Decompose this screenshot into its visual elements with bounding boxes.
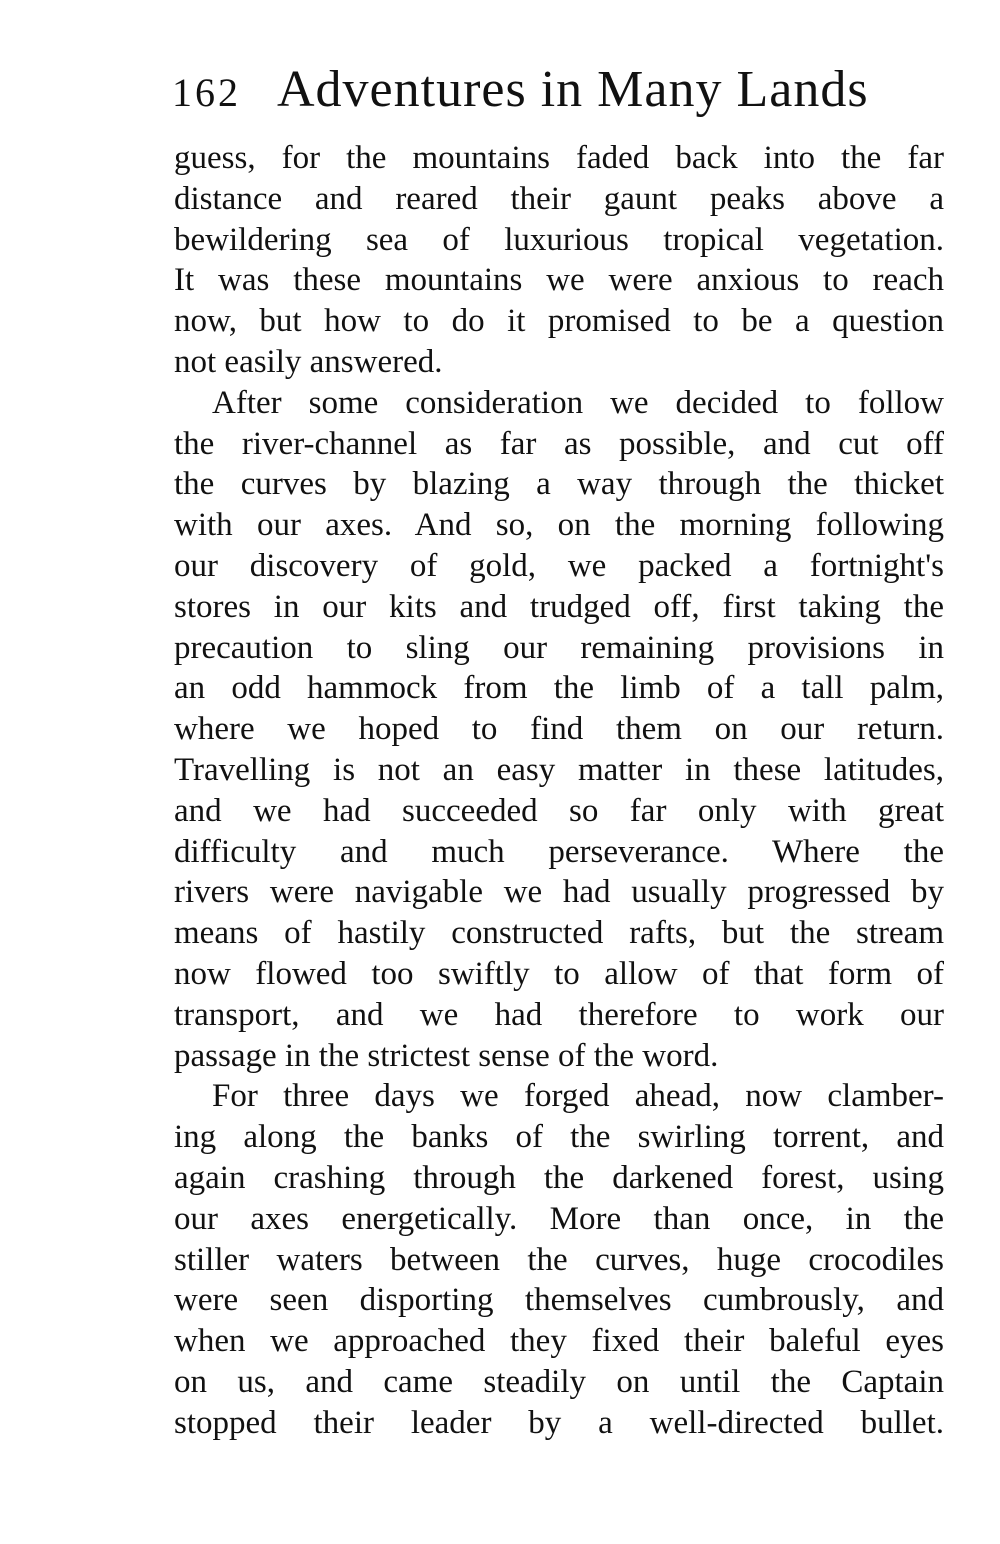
- text-line: the curves by blazing a way through the thicket: [174, 466, 944, 503]
- text-line: stopped their leader by a well-directed bullet.: [174, 1404, 944, 1441]
- text-line: now flowed too swiftly to allow of that form of: [174, 955, 944, 992]
- text-line: now, but how to do it promised to be a question: [174, 303, 944, 340]
- text-line: precaution to sling our remaining provisions in: [174, 629, 944, 666]
- text-line: transport, and we had therefore to work our: [174, 996, 944, 1033]
- text-line: our discovery of gold, we packed a fortnight's: [174, 547, 944, 584]
- text-line: means of hastily constructed rafts, but the stream: [174, 915, 944, 952]
- text-line: and we had succeeded so far only with great: [174, 792, 944, 829]
- text-line: After some consideration we decided to follow: [212, 384, 944, 421]
- text-line: rivers were navigable we had usually progressed by: [174, 874, 944, 911]
- body-text: [174, 138, 944, 1444]
- text-line: stores in our kits and trudged off, first taking the: [174, 588, 944, 625]
- text-line: guess, for the mountains faded back into the far: [174, 140, 944, 176]
- text-line: It was these mountains we were anxious to reach: [174, 262, 944, 299]
- text-line: passage in the strictest sense of the word.: [174, 1037, 719, 1074]
- text-line: with our axes. And so, on the morning following: [174, 507, 944, 544]
- text-line: not easily answered.: [174, 343, 443, 380]
- text-line: were seen disporting themselves cumbrously, and: [174, 1282, 944, 1319]
- text-line: distance and reared their gaunt peaks above a: [174, 180, 944, 217]
- text-line: Travelling is not an easy matter in these latitudes,: [174, 751, 944, 788]
- text-line: again crashing through the darkened forest, using: [174, 1159, 944, 1196]
- text-line: our axes energetically. More than once, in the: [174, 1200, 944, 1237]
- text-line: the river-channel as far as possible, and cut off: [174, 425, 944, 462]
- text-line: stiller waters between the curves, huge crocodiles: [174, 1241, 944, 1278]
- text-line: ing along the banks of the swirling torrent, and: [174, 1119, 944, 1156]
- text-line: an odd hammock from the limb of a tall palm,: [174, 670, 944, 707]
- text-line: difficulty and much perseverance. Where the: [174, 833, 944, 870]
- text-line: For three days we forged ahead, now clamber-: [212, 1078, 944, 1115]
- text-line: bewildering sea of luxurious tropical vegetation.: [174, 221, 944, 258]
- text-line: when we approached they fixed their baleful eyes: [174, 1323, 944, 1360]
- text-line: where we hoped to find them on our return.: [174, 711, 944, 748]
- running-header: [172, 60, 940, 124]
- page-number: 162: [172, 70, 241, 115]
- text-line: on us, and came steadily on until the Captain: [174, 1363, 944, 1400]
- running-title: Adventures in Many Lands: [277, 61, 869, 118]
